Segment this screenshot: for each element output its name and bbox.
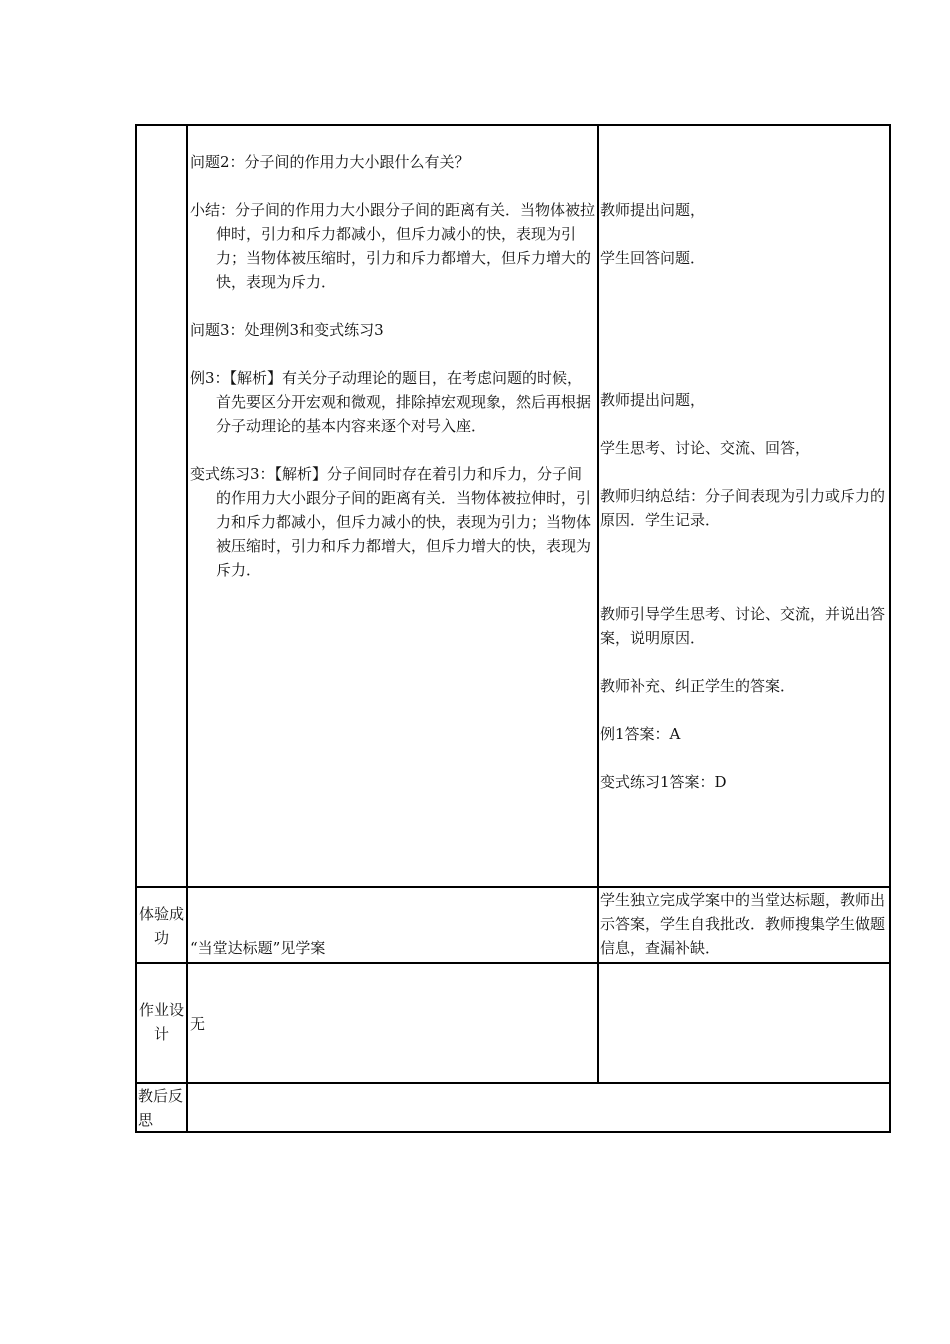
lesson-plan-table xyxy=(135,124,891,1133)
main-activity-cell xyxy=(600,126,890,886)
question-3: 问题3：处理例3和变式练习3 xyxy=(190,321,384,339)
question-2: 问题2：分子间的作用力大小跟什么有关？ xyxy=(190,153,470,171)
example-3-analysis: 例3：【解析】有关分子动理论的题目，在考虑问题的时候，首先要区分开宏观和微观，排除掉宏观现象，然后再根据分子动理论的基本内容来逐个对号入座． xyxy=(190,369,592,435)
variant-3-analysis: 变式练习3：【解析】分子间同时存在着引力和斥力，分子间的作用力大小跟分子间的距离有关．当物体被拉伸时，引力和斥力都减小，但斥力减小的快，表现为引力；当物体被压缩时，引力和斥力都增大，但斥力增大的快，表现为斥力． xyxy=(190,465,592,579)
reflection-label: 教后反思 xyxy=(138,1087,184,1129)
experience-label: 体验成功 xyxy=(138,905,184,947)
activity-line-6: 教师引导学生思考、讨论、交流，并说出答案，说明原因． xyxy=(600,605,886,647)
activity-line-4: 学生思考、讨论、交流、回答， xyxy=(600,439,811,457)
activity-line-8: 例1答案：A xyxy=(600,725,681,743)
activity-line-2: 学生回答问题． xyxy=(600,249,706,267)
activity-line-9: 变式练习1答案：D xyxy=(600,773,727,791)
activity-line-7: 教师补充、纠正学生的答案． xyxy=(600,677,796,695)
activity-line-1: 教师提出问题， xyxy=(600,201,706,219)
row-divider-3 xyxy=(137,1082,889,1084)
homework-label: 作业设计 xyxy=(138,1001,184,1043)
experience-activity: 学生独立完成学案中的当堂达标题，教师出示答案，学生自我批改．教师搜集学生做题信息，查漏补缺． xyxy=(600,891,886,957)
homework-content: 无 xyxy=(190,1015,206,1033)
activity-line-3: 教师提出问题， xyxy=(600,391,706,409)
col-divider-1 xyxy=(186,126,188,1133)
summary-text: 小结：分子间的作用力大小跟分子间的距离有关．当物体被拉伸时，引力和斥力都减小，但斥力减小的快，表现为引力；当物体被压缩时，引力和斥力都增大，但斥力增大的快，表现为斥力． xyxy=(190,201,596,291)
col-divider-2 xyxy=(597,126,599,1083)
row-divider-2 xyxy=(137,962,889,964)
experience-content: “当堂达标题”见学案 xyxy=(190,939,326,957)
activity-line-5: 教师归纳总结：分子间表现为引力或斥力的原因．学生记录． xyxy=(600,487,886,529)
main-content-cell xyxy=(190,150,596,582)
